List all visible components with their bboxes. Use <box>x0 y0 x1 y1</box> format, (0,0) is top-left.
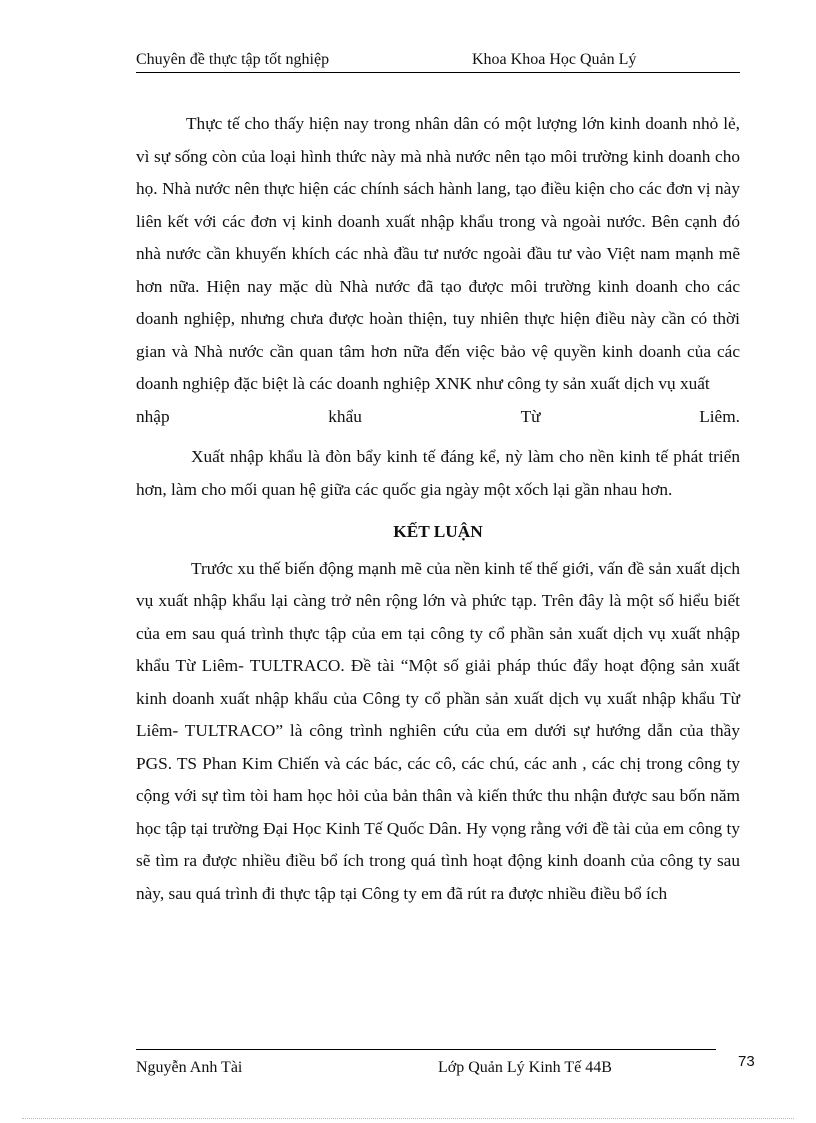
paragraph-1-last-line <box>136 401 740 434</box>
header-faculty: Khoa Khoa Học Quản Lý <box>472 51 637 68</box>
paragraph-1 <box>136 108 740 401</box>
last-line-word: Liêm. <box>699 406 740 426</box>
header-document-type: Chuyên đề thực tập tốt nghiệp <box>136 51 330 68</box>
page-number: 73 <box>738 1053 755 1070</box>
page-footer <box>136 1049 716 1080</box>
paragraph-2: Xuất nhập khẩu là đòn bẩy kinh tế đáng kể, nỳ làm cho nền kinh tế phát triển hơn, làm cho mối quan hệ giữa các quốc gia ngày một xốch lại gần nhau hơn. <box>136 447 740 499</box>
footer-class: Lớp Quản Lý Kinh Tế 44B <box>438 1059 612 1076</box>
body-text <box>136 108 740 910</box>
page-header <box>136 50 740 73</box>
footer-author: Nguyễn Anh Tài <box>136 1059 243 1076</box>
last-line-word: khẩu <box>328 406 362 426</box>
paragraph-1-text: Thực tế cho thấy hiện nay trong nhân dân có một lượng lớn kinh doanh nhỏ lẻ, vì sự sống còn của loại hình thức này mà nhà nước nên tạo môi trường kinh doanh cho họ. Nhà nước nên thực hiện các chính sách hành lang, tạo điều kiện cho các đơn vị này liên kết với các đơn vị kinh doanh xuất nhập khẩu trong và ngoài nước. Bên cạnh đó nhà nước cần khuyến khích các nhà đầu tư nước ngoài đầu tư vào Việt nam mạnh mẽ hơn nữa. Hiện nay mặc dù Nhà nước đã tạo được môi trường kinh doanh cho các doanh nghiệp, nhưng chưa được hoàn thiện, tuy nhiên thực hiện điều này cần có thời gian và Nhà nước cần quan tâm hơn nữa đến việc bảo vệ quyền kinh doanh của các doanh nghiệp đặc biệt là các doanh nghiệp XNK như công ty sản xuất dịch vụ xuất <box>136 114 740 393</box>
paragraph-3: Trước xu thế biến động mạnh mẽ của nền kinh tế thế giới, vấn đề sản xuất dịch vụ xuất nhập khẩu lại càng trở nên rộng lớn và phức tạp. Trên đây là một số hiểu biết của em sau quá trình thực tập của em tại công ty cổ phần sản xuất dịch vụ xuất nhập khẩu Từ Liêm- TULTRACO. Đề tài “Một số giải pháp thúc đẩy hoạt động sản xuất kinh doanh xuất nhập khẩu của Công ty cổ phần sản xuất dịch vụ xuất nhập khẩu Từ Liêm- TULTRACO” là công trình nghiên cứu của em dưới sự hướng dẫn của thầy PGS. TS Phan Kim Chiến và các bác, các cô, các chú, các anh , các chị trong công ty cộng với sự tìm tòi ham học hỏi của bản thân và kiến thức thu nhận được sau bốn năm học tập tại trường Đại Học Kinh Tế Quốc Dân. Hy vọng rằng với đề tài của em công ty sẽ tìm ra được nhiều điều bổ ích trong quá tình hoạt động kinh doanh của công ty sau này, sau quá trình đi thực tập tại Công ty em đã rút ra được nhiều điều bổ ích <box>136 558 740 903</box>
section-heading: KẾT LUẬN <box>393 522 483 541</box>
last-line-word: nhập <box>136 406 170 426</box>
page-bottom-border <box>22 1118 794 1119</box>
last-line-word: Từ <box>520 406 541 426</box>
